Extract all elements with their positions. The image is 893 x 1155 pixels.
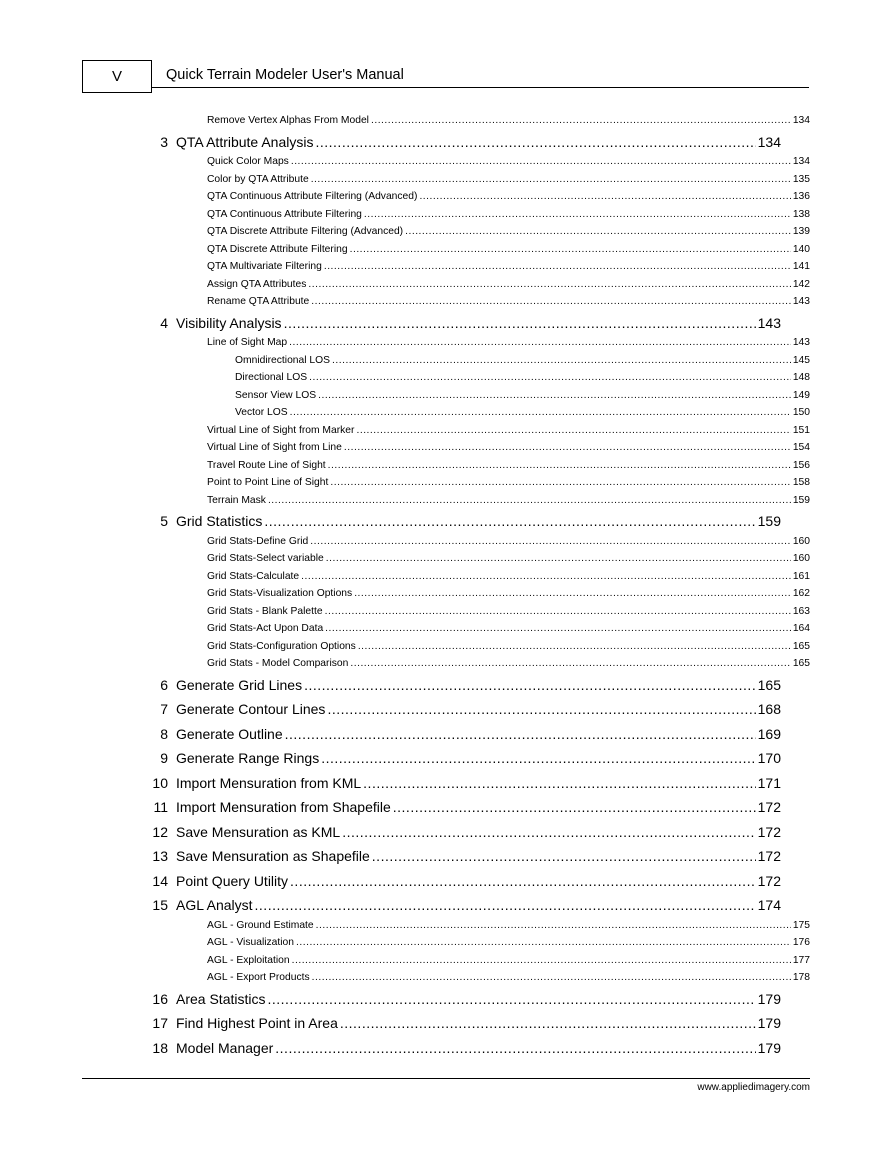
page-number-box: V xyxy=(82,60,152,93)
toc-section-entry[interactable] xyxy=(207,587,810,601)
dot-leader xyxy=(354,587,791,601)
chapter-number: 6 xyxy=(160,676,168,693)
entry-page-number: 163 xyxy=(792,605,810,617)
entry-page-number: 158 xyxy=(792,477,810,488)
chapter-number: 3 xyxy=(160,133,168,150)
entry-title: Generate Contour Lines xyxy=(176,701,326,717)
entry-page-number: 134 xyxy=(792,115,810,126)
entry-title: Area Statistics xyxy=(176,990,266,1007)
toc-chapter-entry[interactable] xyxy=(160,725,781,743)
entry-page-number: 165 xyxy=(792,658,810,669)
entry-title: Generate Grid Lines xyxy=(176,676,303,693)
chapter-number: 17 xyxy=(152,1015,168,1031)
chapter-number: 12 xyxy=(152,823,168,840)
entry-title: Grid Stats-Select variable xyxy=(207,553,324,564)
toc-section-entry[interactable] xyxy=(207,260,810,274)
toc-section-entry[interactable] xyxy=(207,336,810,350)
entry-title: Assign QTA Attributes xyxy=(207,278,307,290)
dot-leader xyxy=(393,798,756,816)
entry-page-number: 162 xyxy=(792,588,810,599)
entry-page-number: 134 xyxy=(757,133,781,150)
entry-page-number: 169 xyxy=(757,725,781,742)
entry-title: Grid Stats - Model Comparison xyxy=(207,658,349,669)
entry-page-number: 148 xyxy=(792,372,810,383)
chapter-number: 18 xyxy=(152,1039,168,1056)
toc-section-entry[interactable] xyxy=(207,243,810,257)
entry-page-number: 159 xyxy=(792,494,810,506)
toc-section-entry[interactable] xyxy=(207,208,810,222)
dot-leader xyxy=(267,990,755,1008)
entry-page-number: 149 xyxy=(792,389,810,401)
chapter-number: 4 xyxy=(160,314,168,331)
toc-section-entry[interactable] xyxy=(207,552,810,566)
entry-title: Find Highest Point in Area xyxy=(176,1015,338,1031)
chapter-number: 5 xyxy=(160,513,168,529)
toc-chapter-entry[interactable] xyxy=(152,774,781,792)
entry-page-number: 176 xyxy=(792,937,810,948)
dot-leader xyxy=(328,459,791,473)
toc-section-entry[interactable] xyxy=(207,173,810,187)
chapter-number: 15 xyxy=(152,897,168,913)
entry-page-number: 140 xyxy=(792,243,810,255)
entry-page-number: 151 xyxy=(792,424,810,436)
entry-page-number: 172 xyxy=(757,799,781,815)
entry-title: AGL Analyst xyxy=(176,897,253,913)
entry-title: Grid Stats-Define Grid xyxy=(207,535,309,547)
entry-title: Generate Range Rings xyxy=(176,750,320,766)
toc-section-entry[interactable] xyxy=(207,295,810,309)
entry-title: Import Mensuration from KML xyxy=(176,774,362,791)
chapter-number: 7 xyxy=(160,701,168,717)
toc-section-entry[interactable] xyxy=(207,190,810,204)
entry-title: Sensor View LOS xyxy=(235,389,317,401)
entry-title: Omnidirectional LOS xyxy=(235,354,330,366)
entry-page-number: 150 xyxy=(792,407,810,418)
footer-divider xyxy=(82,1078,810,1079)
entry-page-number: 138 xyxy=(792,208,810,220)
entry-page-number: 160 xyxy=(792,535,810,547)
entry-title: Point Query Utility xyxy=(176,872,289,889)
dot-leader xyxy=(340,1014,756,1032)
entry-title: Grid Stats-Visualization Options xyxy=(207,588,353,599)
dot-leader xyxy=(312,971,791,985)
entry-page-number: 179 xyxy=(757,1039,781,1056)
dot-leader xyxy=(311,295,791,309)
dot-leader xyxy=(309,371,791,385)
toc-section-entry[interactable] xyxy=(207,476,810,490)
dot-leader xyxy=(358,640,791,654)
dot-leader xyxy=(321,749,755,767)
dot-leader xyxy=(290,406,791,420)
entry-title: QTA Multivariate Filtering xyxy=(207,261,322,272)
dot-leader xyxy=(350,243,791,257)
toc-section-entry[interactable] xyxy=(207,114,810,128)
manual-title: Quick Terrain Modeler User's Manual xyxy=(166,67,404,83)
chapter-number: 11 xyxy=(153,799,168,815)
entry-title: QTA Continuous Attribute Filtering xyxy=(207,208,362,220)
entry-page-number: 161 xyxy=(792,570,810,582)
entry-title: Quick Color Maps xyxy=(207,156,289,167)
toc-chapter-entry[interactable] xyxy=(152,896,781,914)
dot-leader xyxy=(296,936,791,950)
chapter-number: 10 xyxy=(152,774,168,791)
dot-leader xyxy=(264,512,755,530)
dot-leader xyxy=(342,823,755,841)
entry-title: AGL - Visualization xyxy=(207,937,294,948)
toc-section-entry[interactable] xyxy=(207,570,810,584)
dot-leader xyxy=(315,133,755,151)
toc-section-entry[interactable] xyxy=(235,371,810,385)
entry-page-number: 178 xyxy=(792,972,810,983)
entry-page-number: 145 xyxy=(792,354,810,366)
entry-title: Generate Outline xyxy=(176,725,283,742)
entry-title: Terrain Mask xyxy=(207,494,266,506)
dot-leader xyxy=(364,208,791,222)
toc-section-entry[interactable] xyxy=(207,971,810,985)
chapter-number: 8 xyxy=(160,725,168,742)
toc-chapter-entry[interactable] xyxy=(152,872,781,890)
entry-page-number: 164 xyxy=(792,623,810,634)
entry-title: Grid Stats-Configuration Options xyxy=(207,640,356,652)
footer-url: www.appliedimagery.com xyxy=(697,1082,810,1093)
entry-title: Travel Route Line of Sight xyxy=(207,459,326,471)
entry-title: Save Mensuration as KML xyxy=(176,823,341,840)
dot-leader xyxy=(332,354,791,368)
entry-page-number: 179 xyxy=(757,1015,781,1031)
toc-chapter-entry[interactable] xyxy=(152,847,781,865)
toc-chapter-entry[interactable] xyxy=(152,1039,781,1057)
toc-section-entry[interactable] xyxy=(207,657,810,671)
entry-page-number: 168 xyxy=(757,701,781,717)
toc-section-entry[interactable] xyxy=(207,424,810,438)
entry-title: Directional LOS xyxy=(235,372,308,383)
dot-leader xyxy=(405,225,791,239)
entry-page-number: 171 xyxy=(757,774,781,791)
entry-title: QTA Discrete Attribute Filtering xyxy=(207,243,348,255)
dot-leader xyxy=(316,919,791,933)
dot-leader xyxy=(356,424,790,438)
toc-section-entry[interactable] xyxy=(207,605,810,619)
entry-page-number: 159 xyxy=(757,513,781,529)
toc-section-entry[interactable] xyxy=(207,622,810,636)
entry-title: Color by QTA Attribute xyxy=(207,173,309,185)
dot-leader xyxy=(308,278,790,292)
dot-leader xyxy=(311,173,791,187)
toc-chapter-entry[interactable] xyxy=(153,798,781,816)
entry-title: Grid Statistics xyxy=(176,513,263,529)
dot-leader xyxy=(292,954,791,968)
entry-title: Remove Vertex Alphas From Model xyxy=(207,115,369,126)
chapter-number: 16 xyxy=(152,990,168,1007)
toc-chapter-entry[interactable] xyxy=(160,700,781,718)
toc-section-entry[interactable] xyxy=(207,535,810,549)
dot-leader xyxy=(289,336,791,350)
entry-page-number: 134 xyxy=(792,156,810,167)
entry-title: Grid Stats - Blank Palette xyxy=(207,605,323,617)
dot-leader xyxy=(363,774,755,792)
entry-title: Save Mensuration as Shapefile xyxy=(176,848,370,864)
toc-section-entry[interactable] xyxy=(207,919,810,933)
dot-leader xyxy=(304,676,756,694)
entry-title: Model Manager xyxy=(176,1039,274,1056)
dot-leader xyxy=(327,700,755,718)
entry-page-number: 156 xyxy=(792,459,810,471)
toc-section-entry[interactable] xyxy=(207,640,810,654)
entry-page-number: 136 xyxy=(792,191,810,202)
toc-section-entry[interactable] xyxy=(235,354,810,368)
entry-page-number: 139 xyxy=(792,226,810,237)
entry-page-number: 154 xyxy=(792,442,810,453)
entry-title: Grid Stats-Calculate xyxy=(207,570,300,582)
dot-leader xyxy=(325,605,791,619)
entry-title: Point to Point Line of Sight xyxy=(207,477,329,488)
dot-leader xyxy=(419,190,790,204)
dot-leader xyxy=(275,1039,755,1057)
toc-section-entry[interactable] xyxy=(207,494,810,508)
entry-page-number: 175 xyxy=(792,919,810,931)
entry-page-number: 143 xyxy=(757,314,781,331)
chapter-number: 14 xyxy=(152,872,168,889)
toc-section-entry[interactable] xyxy=(207,155,810,169)
entry-page-number: 172 xyxy=(757,848,781,864)
dot-leader xyxy=(325,622,791,636)
entry-page-number: 141 xyxy=(792,261,810,272)
entry-title: Line of Sight Map xyxy=(207,337,288,348)
toc-section-entry[interactable] xyxy=(207,441,810,455)
entry-page-number: 160 xyxy=(792,553,810,564)
entry-title: QTA Discrete Attribute Filtering (Advanced) xyxy=(207,226,404,237)
entry-page-number: 142 xyxy=(792,278,810,290)
entry-title: QTA Attribute Analysis xyxy=(176,133,314,150)
entry-title: Grid Stats-Act Upon Data xyxy=(207,623,324,634)
toc-section-entry[interactable] xyxy=(207,278,810,292)
dot-leader xyxy=(344,441,791,455)
entry-title: Visibility Analysis xyxy=(176,314,282,331)
dot-leader xyxy=(301,570,791,584)
dot-leader xyxy=(285,725,756,743)
entry-title: Rename QTA Attribute xyxy=(207,296,310,307)
toc-chapter-entry[interactable] xyxy=(152,823,781,841)
toc-chapter-entry[interactable] xyxy=(160,512,781,530)
entry-page-number: 172 xyxy=(757,872,781,889)
dot-leader xyxy=(372,847,756,865)
toc-section-entry[interactable] xyxy=(235,406,810,420)
dot-leader xyxy=(291,155,791,169)
entry-page-number: 143 xyxy=(792,337,810,348)
entry-title: Virtual Line of Sight from Marker xyxy=(207,424,355,436)
dot-leader xyxy=(255,896,756,914)
entry-title: AGL - Ground Estimate xyxy=(207,919,314,931)
dot-leader xyxy=(290,872,756,890)
entry-title: Virtual Line of Sight from Line xyxy=(207,442,342,453)
entry-page-number: 174 xyxy=(757,897,781,913)
toc-chapter-entry[interactable] xyxy=(160,749,781,767)
entry-page-number: 170 xyxy=(757,750,781,766)
dot-leader xyxy=(318,389,791,403)
entry-page-number: 172 xyxy=(757,823,781,840)
toc-section-entry[interactable] xyxy=(207,954,810,968)
entry-page-number: 143 xyxy=(792,296,810,307)
toc-chapter-entry[interactable] xyxy=(160,676,781,694)
entry-page-number: 177 xyxy=(792,954,810,966)
entry-title: Import Mensuration from Shapefile xyxy=(176,799,391,815)
dot-leader xyxy=(268,494,791,508)
entry-title: AGL - Exploitation xyxy=(207,954,290,966)
dot-leader xyxy=(371,114,791,128)
dot-leader xyxy=(324,260,791,274)
entry-title: AGL - Export Products xyxy=(207,972,310,983)
chapter-number: 13 xyxy=(152,848,168,864)
toc-chapter-entry[interactable] xyxy=(160,314,781,332)
toc-chapter-entry[interactable] xyxy=(152,990,781,1008)
entry-page-number: 135 xyxy=(792,173,810,185)
dot-leader xyxy=(330,476,790,490)
toc-section-entry[interactable] xyxy=(235,389,810,403)
dot-leader xyxy=(350,657,790,671)
dot-leader xyxy=(326,552,791,566)
toc-chapter-entry[interactable] xyxy=(160,133,781,151)
toc-chapter-entry[interactable] xyxy=(152,1014,781,1032)
toc-section-entry[interactable] xyxy=(207,225,810,239)
entry-title: QTA Continuous Attribute Filtering (Advanced) xyxy=(207,191,418,202)
toc-section-entry[interactable] xyxy=(207,936,810,950)
entry-title: Vector LOS xyxy=(235,407,288,418)
dot-leader xyxy=(310,535,791,549)
entry-page-number: 179 xyxy=(757,990,781,1007)
toc-section-entry[interactable] xyxy=(207,459,810,473)
dot-leader xyxy=(284,314,756,332)
entry-page-number: 165 xyxy=(792,640,810,652)
entry-page-number: 165 xyxy=(757,676,781,693)
chapter-number: 9 xyxy=(160,750,168,766)
